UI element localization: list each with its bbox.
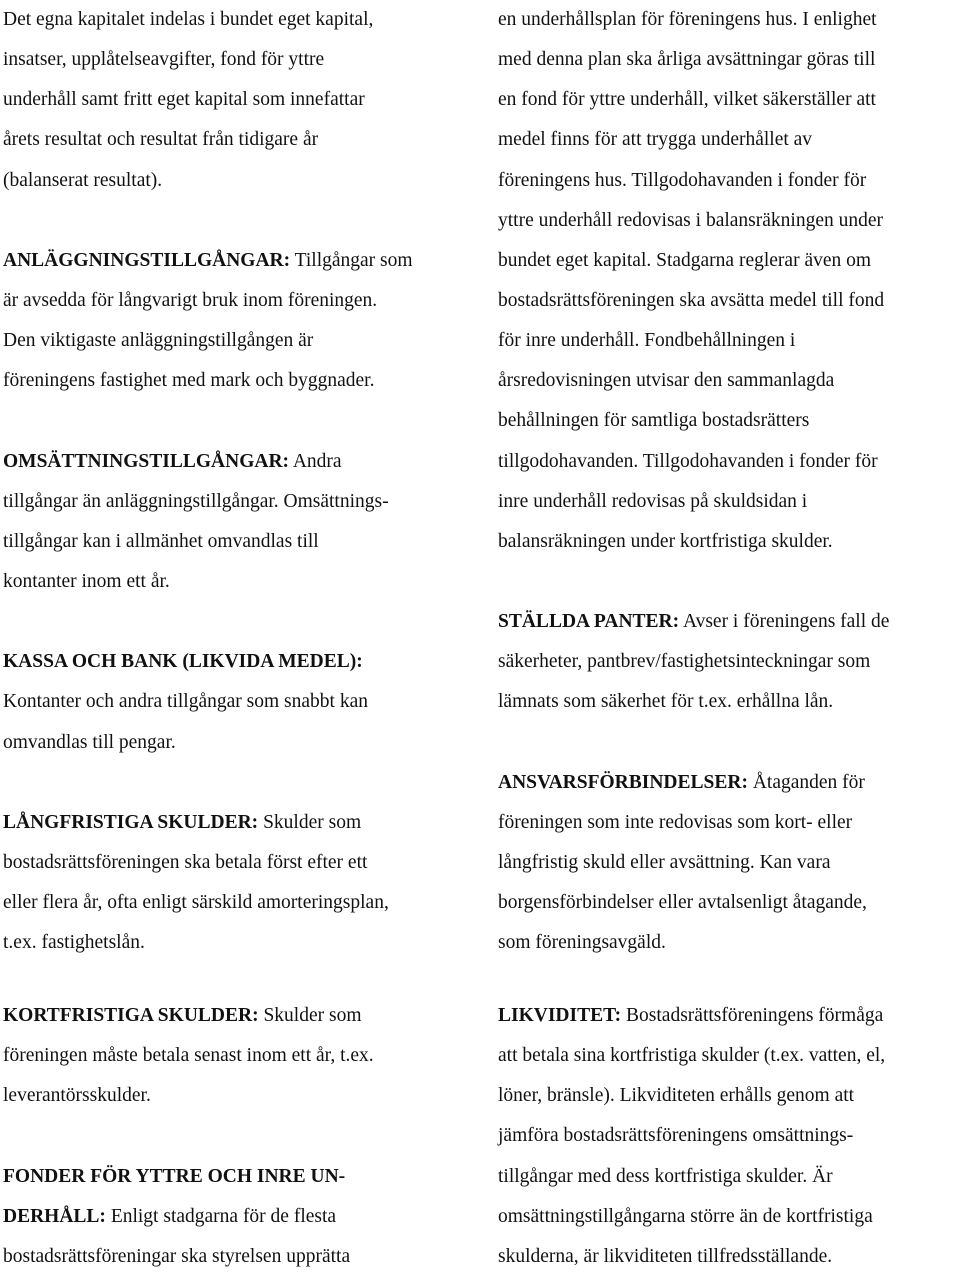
glossary-term: FONDER FÖR YTTRE OCH INRE UN-: [3, 1165, 346, 1187]
body-text: jämföra bostadsrättsföreningens omsättnings-: [498, 1125, 854, 1147]
paragraph-gap: [498, 723, 960, 763]
text-line: [498, 1237, 960, 1277]
body-text: t.ex. fastighetslån.: [3, 932, 145, 954]
text-line: [3, 0, 473, 40]
text-line: [498, 201, 960, 241]
body-text: leverantörsskulder.: [3, 1085, 151, 1107]
body-text: omvandlas till pengar.: [3, 731, 176, 753]
text-line: [498, 682, 960, 722]
body-text: bostadsrättsföreningen ska avsätta medel till fond: [498, 289, 885, 311]
text-line: [3, 843, 473, 883]
body-text: behållningen för samtliga bostadsrätters: [498, 410, 810, 432]
body-text: föreningens fastighet med mark och byggnader.: [3, 370, 375, 392]
body-text: föreningen som inte redovisas som kort- eller: [498, 811, 853, 833]
body-text: med denna plan ska årliga avsättningar göras till: [498, 49, 876, 71]
glossary-term: KASSA OCH BANK (LIKVIDA MEDEL):: [3, 651, 363, 673]
paragraph-gap: [3, 602, 473, 642]
body-text: skulderna, är likviditeten tillfredsställande.: [498, 1245, 833, 1267]
glossary-term: ANLÄGGNINGSTILLGÅNGAR:: [3, 249, 291, 271]
text-line: [498, 642, 960, 682]
text-line: [498, 0, 960, 40]
body-text: en fond för yttre underhåll, vilket säkerställer att: [498, 89, 876, 111]
text-line: [3, 996, 473, 1036]
text-line: [3, 442, 473, 482]
glossary-term: LIKVIDITET:: [498, 1005, 622, 1026]
text-line: [498, 321, 960, 361]
body-text: Enligt stadgarna för de flesta: [105, 1205, 337, 1227]
body-text: Den viktigaste anläggningstillgången är: [3, 330, 314, 352]
body-text: underhåll samt fritt eget kapital som innefattar: [3, 89, 365, 111]
body-text: bostadsrättsföreningen ska betala först efter ett: [3, 851, 368, 873]
glossary-term: LÅNGFRISTIGA SKULDER:: [3, 811, 259, 833]
text-line: [498, 80, 960, 120]
text-line: [498, 40, 960, 80]
text-line: [498, 401, 960, 441]
body-text: säkerheter, pantbrev/fastighetsinteckningar som: [498, 651, 871, 673]
text-line: [498, 522, 960, 562]
text-line: [3, 321, 473, 361]
body-text: en underhållsplan för föreningens hus. I enlighet: [498, 9, 877, 30]
text-line: [498, 1157, 960, 1197]
body-text: balansräkningen under kortfristiga skulder.: [498, 530, 833, 552]
body-text: Åtaganden för: [747, 771, 865, 793]
text-line: [3, 682, 473, 722]
text-line: [498, 843, 960, 883]
body-text: årsredovisningen utvisar den sammanlagda: [498, 370, 835, 392]
body-text: borgensförbindelser eller avtalsenligt åtagande,: [498, 892, 867, 914]
text-line: [3, 120, 473, 160]
text-line: [498, 161, 960, 201]
body-text: eller flera år, ofta enligt särskild amorteringsplan,: [3, 892, 389, 914]
text-line: [3, 161, 473, 201]
paragraph-gap: [3, 401, 473, 441]
text-line: [3, 642, 473, 682]
left-column-bottom: [3, 996, 473, 1277]
text-line: [3, 562, 473, 602]
body-text: tillgångar med dess kortfristiga skulder. Är: [498, 1165, 833, 1187]
body-text: yttre underhåll redovisas i balansräkningen under: [498, 209, 884, 231]
text-line: [498, 281, 960, 321]
text-line: [3, 361, 473, 401]
body-text: föreningen måste betala senast inom ett år, t.ex.: [3, 1045, 374, 1067]
text-line: [3, 1197, 473, 1237]
body-text: lämnats som säkerhet för t.ex. erhållna lån.: [498, 691, 834, 713]
text-line: [3, 281, 473, 321]
text-line: [498, 1116, 960, 1156]
text-line: [498, 482, 960, 522]
body-text: Kontanter och andra tillgångar som snabbt kan: [3, 691, 368, 713]
text-line: [3, 1157, 473, 1197]
text-line: [498, 120, 960, 160]
paragraph-gap: [498, 562, 960, 602]
body-text: kontanter inom ett år.: [3, 570, 170, 592]
text-line: [498, 996, 960, 1036]
text-line: [3, 1076, 473, 1116]
paragraph-gap: [3, 1116, 473, 1156]
text-line: [498, 442, 960, 482]
text-line: [3, 1237, 473, 1277]
glossary-term: DERHÅLL:: [3, 1205, 106, 1227]
body-text: (balanserat resultat).: [3, 169, 163, 191]
text-line: [3, 241, 473, 281]
body-text: omsättningstillgångarna större än de kortfristiga: [498, 1205, 873, 1227]
body-text: föreningens hus. Tillgodohavanden i fonder för: [498, 169, 867, 191]
body-text: Andra: [289, 450, 342, 472]
text-line: [498, 763, 960, 803]
text-line: [498, 923, 960, 963]
body-text: årets resultat och resultat från tidigare år: [3, 129, 319, 151]
body-text: tillgångar kan i allmänhet omvandlas till: [3, 530, 319, 552]
paragraph-gap: [3, 763, 473, 803]
body-text: insatser, upplåtelseavgifter, fond för yttre: [3, 49, 325, 71]
body-text: Bostadsrättsföreningens förmåga: [621, 1005, 884, 1026]
text-line: [498, 1076, 960, 1116]
body-text: Det egna kapitalet indelas i bundet eget kapital,: [3, 9, 374, 30]
body-text: Avser i föreningens fall de: [679, 611, 890, 633]
text-line: [3, 40, 473, 80]
text-line: [498, 361, 960, 401]
text-line: [498, 1036, 960, 1076]
glossary-term: STÄLLDA PANTER:: [498, 611, 680, 633]
body-text: tillgångar än anläggningstillgångar. Omsättnings-: [3, 490, 389, 512]
body-text: Skulder som: [258, 811, 362, 833]
text-line: [498, 241, 960, 281]
text-line: [498, 602, 960, 642]
glossary-term: ANSVARSFÖRBINDELSER:: [498, 771, 748, 793]
body-text: löner, bränsle). Likviditeten erhålls genom att: [498, 1085, 855, 1107]
text-line: [3, 883, 473, 923]
body-text: bundet eget kapital. Stadgarna reglerar även om: [498, 249, 872, 271]
body-text: Skulder som: [258, 1005, 362, 1026]
glossary-term: OMSÄTTNINGSTILLGÅNGAR:: [3, 450, 290, 472]
text-line: [3, 482, 473, 522]
text-line: [3, 80, 473, 120]
text-line: [498, 883, 960, 923]
text-line: [3, 1036, 473, 1076]
body-text: inre underhåll redovisas på skuldsidan i: [498, 490, 808, 512]
right-column-bottom: [498, 996, 960, 1277]
body-text: för inre underhåll. Fondbehållningen i: [498, 330, 796, 352]
text-line: [3, 803, 473, 843]
body-text: medel finns för att trygga underhållet av: [498, 129, 813, 151]
text-line: [3, 723, 473, 763]
glossary-term: KORTFRISTIGA SKULDER:: [3, 1005, 259, 1026]
body-text: som föreningsavgäld.: [498, 932, 666, 954]
text-line: [3, 923, 473, 963]
body-text: tillgodohavanden. Tillgodohavanden i fonder för: [498, 450, 878, 472]
body-text: Tillgångar som: [290, 249, 413, 271]
text-line: [498, 1197, 960, 1237]
text-line: [498, 803, 960, 843]
right-column-top: [498, 0, 960, 963]
body-text: är avsedda för långvarigt bruk inom föreningen.: [3, 289, 378, 311]
text-line: [3, 522, 473, 562]
left-column-top: [3, 0, 473, 963]
body-text: att betala sina kortfristiga skulder (t.ex. vatten, el,: [498, 1045, 886, 1067]
paragraph-gap: [3, 201, 473, 241]
body-text: bostadsrättsföreningar ska styrelsen upprätta: [3, 1245, 351, 1267]
body-text: långfristig skuld eller avsättning. Kan vara: [498, 851, 831, 873]
